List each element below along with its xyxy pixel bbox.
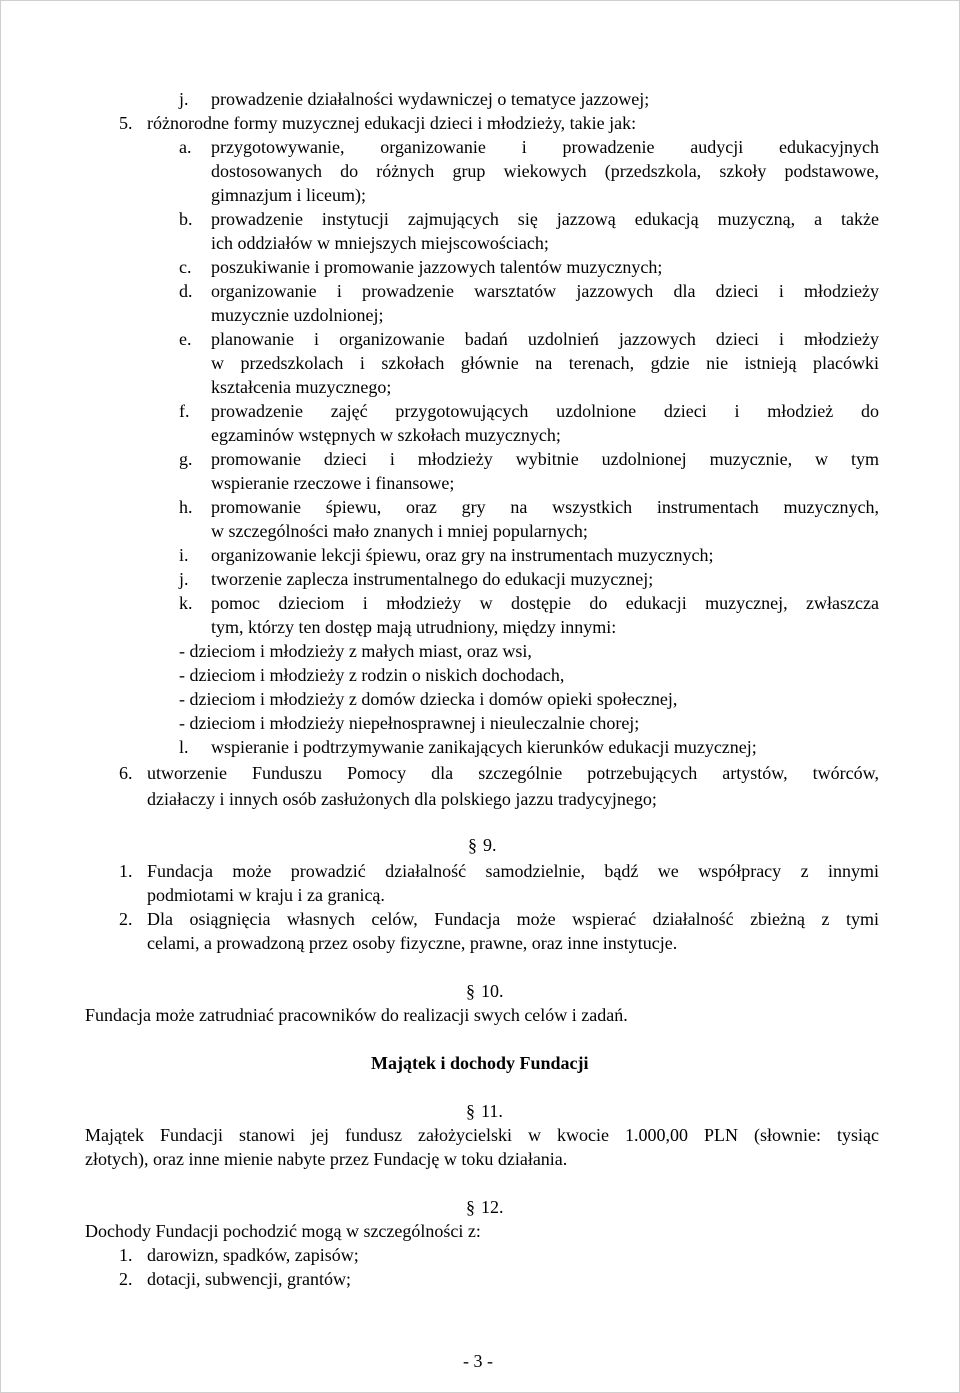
text-line: wspieranie rzeczowe i finansowe; bbox=[211, 473, 455, 493]
list-marker: b. bbox=[179, 209, 193, 229]
text-line: prowadzenie zajęć przygotowujących uzdolnione dzieci i młodzież do bbox=[211, 401, 879, 421]
paragraph bbox=[85, 1123, 879, 1147]
text-line: przygotowywanie, organizowanie i prowadzenie audycji edukacyjnych bbox=[211, 137, 879, 157]
text-line: dostosowanych do różnych grup wiekowych (przedszkola, szkoły podstawowe, bbox=[211, 161, 879, 181]
list-marker: k. bbox=[179, 593, 193, 613]
list-marker: h. bbox=[179, 497, 193, 517]
text-line: tym, którzy ten dostęp mają utrudniony, między innymi: bbox=[211, 617, 617, 637]
list-item bbox=[211, 279, 879, 303]
list-marker: 2. bbox=[119, 909, 133, 929]
section-symbol: § bbox=[466, 981, 475, 1001]
text-line: utworzenie Funduszu Pomocy dla szczególnie potrzebujących artystów, twórców, bbox=[147, 763, 879, 783]
text-line: egzaminów wstępnych w szkołach muzycznych; bbox=[211, 425, 561, 445]
text-line: promowanie dzieci i młodzieży wybitnie uzdolnionej muzycznie, w tym bbox=[211, 449, 879, 469]
list-item-text: prowadzenie działalności wydawniczej o tematyce jazzowej; bbox=[211, 89, 650, 109]
list-marker: c. bbox=[179, 257, 192, 277]
list-item bbox=[211, 399, 879, 423]
section-number bbox=[466, 1099, 503, 1123]
list-item bbox=[211, 327, 879, 375]
list-item bbox=[211, 207, 879, 231]
list-marker: g. bbox=[179, 449, 193, 469]
list-item bbox=[147, 761, 879, 785]
list-item-text: dotacji, subwencji, grantów; bbox=[147, 1269, 351, 1289]
text-line: celami, a prowadzoną przez osoby fizyczne, prawne, oraz inne instytucje. bbox=[147, 933, 678, 953]
section-symbol: § bbox=[466, 1101, 475, 1121]
text-line: gimnazjum i liceum); bbox=[211, 185, 366, 205]
text-line: prowadzenie instytucji zajmujących się jazzową edukacją muzyczną, a także bbox=[211, 209, 879, 229]
section-number bbox=[468, 833, 497, 857]
text-line: złotych), oraz inne mienie nabyte przez Fundację w toku działania. bbox=[85, 1149, 568, 1169]
text-line: organizowanie i prowadzenie warsztatów jazzowych dla dzieci i młodzieży bbox=[211, 281, 879, 301]
list-marker: 5. bbox=[119, 113, 133, 133]
text-line: Fundacja może prowadzić działalność samodzielnie, bądź we współpracy z innymi bbox=[147, 861, 879, 881]
list-marker: a. bbox=[179, 137, 192, 157]
dash-item: - dzieciom i młodzieży niepełnosprawnej i nieuleczalnie chorej; bbox=[179, 713, 640, 733]
section-number-value: 9. bbox=[483, 835, 497, 855]
text-line: działaczy i innych osób zasłużonych dla polskiego jazzu tradycyjnego; bbox=[147, 789, 657, 809]
list-item bbox=[147, 907, 879, 931]
list-item bbox=[211, 591, 879, 615]
text-line: muzycznie uzdolnionej; bbox=[211, 305, 384, 325]
list-marker: j. bbox=[179, 569, 189, 589]
section-symbol: § bbox=[466, 1197, 475, 1217]
list-marker: 2. bbox=[119, 1269, 133, 1289]
section-number-value: 10. bbox=[481, 981, 504, 1001]
list-item-text: wspieranie i podtrzymywanie zanikających kierunków edukacji muzycznej; bbox=[211, 737, 757, 757]
list-item-text: darowizn, spadków, zapisów; bbox=[147, 1245, 359, 1265]
paragraph: Dochody Fundacji pochodzić mogą w szczególności z: bbox=[85, 1221, 481, 1241]
dash-item: - dzieciom i młodzieży z małych miast, oraz wsi, bbox=[179, 641, 532, 661]
page-number: - 3 - bbox=[463, 1351, 493, 1371]
text-line: ich oddziałów w mniejszych miejscowościach; bbox=[211, 233, 549, 253]
section-heading: Majątek i dochody Fundacji bbox=[371, 1053, 589, 1073]
list-marker: 1. bbox=[119, 861, 133, 881]
list-marker: f. bbox=[179, 401, 190, 421]
dash-item: - dzieciom i młodzieży z domów dziecka i domów opieki społecznej, bbox=[179, 689, 678, 709]
section-symbol: § bbox=[468, 835, 477, 855]
text-line: Dla osiągnięcia własnych celów, Fundacja może wspierać działalność zbieżną z tymi bbox=[147, 909, 879, 929]
list-marker: d. bbox=[179, 281, 193, 301]
text-line: tworzenie zaplecza instrumentalnego do edukacji muzycznej; bbox=[211, 569, 654, 589]
section-number bbox=[466, 979, 504, 1003]
list-item bbox=[211, 495, 879, 519]
paragraph: Fundacja może zatrudniać pracowników do realizacji swych celów i zadań. bbox=[85, 1005, 628, 1025]
text-line: poszukiwanie i promowanie jazzowych talentów muzycznych; bbox=[211, 257, 663, 277]
list-marker: e. bbox=[179, 329, 192, 349]
text-line: w szczególności mało znanych i mniej popularnych; bbox=[211, 521, 588, 541]
text-line: w przedszkolach i szkołach głównie na terenach, gdzie nie istnieją placówki bbox=[211, 353, 879, 373]
list-marker: l. bbox=[179, 737, 189, 757]
list-item bbox=[211, 135, 879, 183]
section-number-value: 12. bbox=[481, 1197, 504, 1217]
list-marker: i. bbox=[179, 545, 189, 565]
list-item bbox=[147, 859, 879, 883]
text-line: promowanie śpiewu, oraz gry na wszystkich instrumentach muzycznych, bbox=[211, 497, 879, 517]
text-line: Majątek Fundacji stanowi jej fundusz założycielski w kwocie 1.000,00 PLN (słownie: tysiąc bbox=[85, 1125, 879, 1145]
text-line: kształcenia muzycznego; bbox=[211, 377, 392, 397]
list-item bbox=[211, 447, 879, 471]
list-marker: j. bbox=[179, 89, 189, 109]
section-number-value: 11. bbox=[481, 1101, 503, 1121]
list-marker: 6. bbox=[119, 763, 133, 783]
list-item-text: różnorodne formy muzycznej edukacji dzieci i młodzieży, takie jak: bbox=[147, 113, 637, 133]
section-number bbox=[466, 1195, 504, 1219]
list-marker: 1. bbox=[119, 1245, 133, 1265]
text-line: organizowanie lekcji śpiewu, oraz gry na instrumentach muzycznych; bbox=[211, 545, 714, 565]
text-line: podmiotami w kraju i za granicą. bbox=[147, 885, 385, 905]
text-line: pomoc dzieciom i młodzieży w dostępie do edukacji muzycznej, zwłaszcza bbox=[211, 593, 879, 613]
dash-item: - dzieciom i młodzieży z rodzin o niskich dochodach, bbox=[179, 665, 565, 685]
text-line: planowanie i organizowanie badań uzdolnień jazzowych dzieci i młodzieży bbox=[211, 329, 879, 349]
